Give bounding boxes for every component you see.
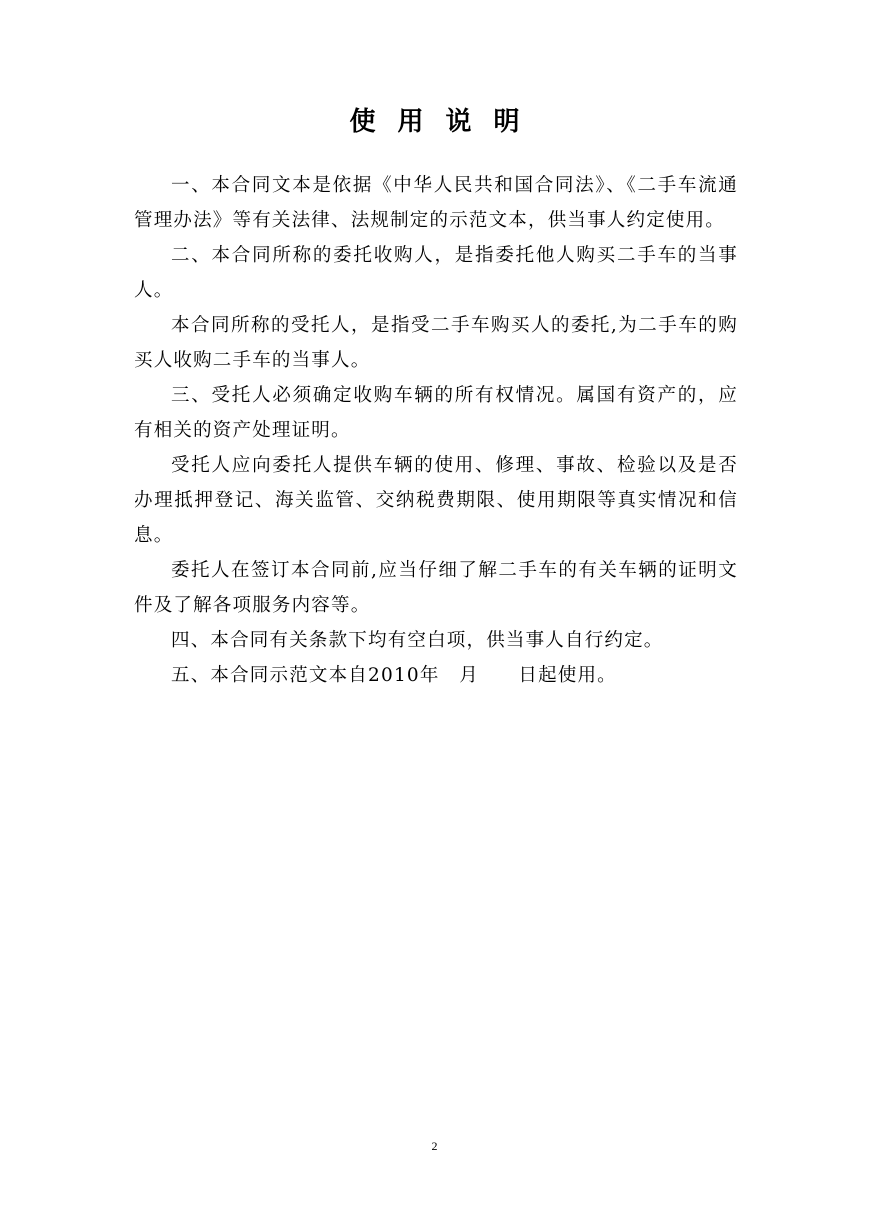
paragraph-2: 二、本合同所称的委托收购人，是指委托他人购买二手车的当事人。	[134, 245, 738, 301]
paragraph-8: 五、本合同示范文本自2010年 月 日起使用。	[171, 665, 617, 686]
paragraph-7: 四、本合同有关条款下均有空白项，供当事人自行约定。	[171, 630, 664, 651]
paragraph-3: 本合同所称的受托人，是指受二手车购买人的委托,为二手车的购买人收购二手车的当事人。	[134, 315, 738, 371]
paragraph-4: 三、受托人必须确定收购车辆的所有权情况。属国有资产的，应有相关的资产处理证明。	[134, 385, 738, 441]
paragraph-1: 一、本合同文本是依据《中华人民共和国合同法》、《二手车流通管理办法》等有关法律、法规制定的示范文本，供当事人约定使用。	[134, 175, 738, 231]
page-title: 使用说明	[349, 107, 542, 137]
paragraph-5: 受托人应向委托人提供车辆的使用、修理、事故、检验以及是否办理抵押登记、海关监管、交纳税费期限、使用期限等真实情况和信息。	[134, 455, 738, 546]
page-number: 2	[431, 1139, 438, 1153]
document-body	[134, 168, 738, 693]
paragraph-6: 委托人在签订本合同前,应当仔细了解二手车的有关车辆的证明文件及了解各项服务内容等。	[134, 560, 738, 616]
